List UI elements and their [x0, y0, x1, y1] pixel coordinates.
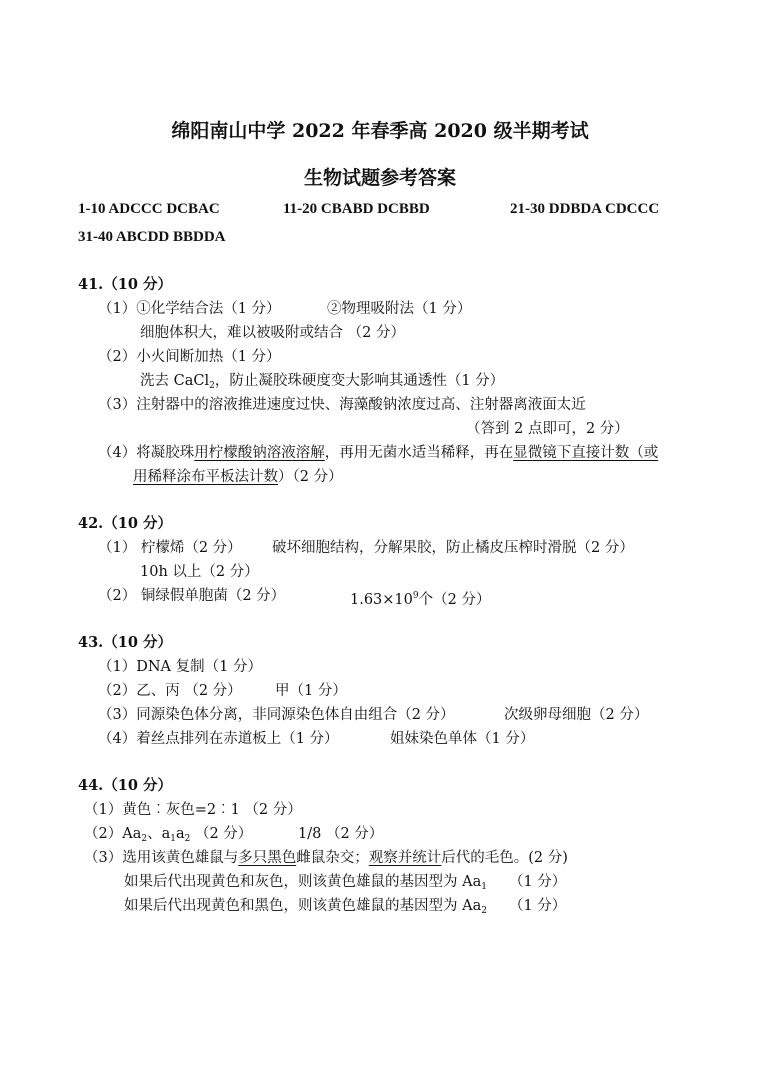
q43-line-4b: 姐妹染色单体（1 分）: [390, 731, 535, 747]
q41-line-1b: ②物理吸附法（1 分）: [327, 301, 472, 317]
q41-line-4: 洗去 CaCl$_2$，防止凝胶珠硬度变大影响其通透性（1 分）: [140, 373, 505, 391]
q41-line-2: 细胞体积大，难以被吸附或结合 （2 分）: [140, 325, 405, 341]
q41-line-5: （3）注射器中的溶液推进速度过快、海藻酸钠浓度过高、注射器离液面太近: [98, 397, 586, 413]
q44-line-2b: 1/8 （2 分）: [298, 826, 384, 842]
q41-heading: 41.（10 分）: [78, 276, 172, 293]
q44-line-2a: $(2)Aa_2$、$a_1a_2$ （2 分）: [84, 826, 253, 844]
q42-line-3a: （2） 铜绿假单胞菌（2 分）: [98, 588, 286, 604]
q44-line-4: 如果后代出现黄色和灰色，则该黄色雄鼠的基因型为 $Aa_1$ （1 分）: [124, 874, 567, 892]
page-subtitle: 生物试题参考答案: [303, 167, 456, 189]
q41-line-7: （4）将凝胶珠用柠檬酸钠溶液溶解，再用无菌水适当稀释，再在显微镜下直接计数（或: [98, 445, 659, 461]
q42-heading: 42.（10 分）: [78, 515, 172, 532]
q44-line-5: 如果后代出现黄色和黑色，则该黄色雄鼠的基因型为 $Aa_2$ （1 分）: [124, 898, 567, 916]
choice-answers-1-10: 1-10 ADCCC DCBAC: [78, 201, 220, 217]
q43-line-2a: （2）乙、丙 （2 分）: [98, 683, 242, 699]
q43-line-3a: （3）同源染色体分离，非同源染色体自由组合（2 分）: [98, 707, 455, 723]
q43-line-3b: 次级卵母细胞（2 分）: [504, 707, 649, 723]
q42-line-1b: 破坏细胞结构，分解果胶，防止橘皮压榨时滑脱（2 分）: [272, 540, 634, 556]
choice-answers-11-20: 11-20 CBABD DCBBD: [283, 201, 430, 217]
q44-line-1: （1）黄色︰灰色=2︰1 （2 分）: [84, 802, 302, 818]
q42-line-3b: $1.63\times 10^9$个（2 分）: [350, 591, 491, 608]
q44-heading: 44.（10 分）: [78, 777, 172, 794]
q41-line-3: （2）小火间断加热（1 分）: [98, 349, 281, 365]
q42-line-1a: （1） 柠檬烯（2 分）: [98, 540, 242, 556]
q41-line-8: 用稀释涂布平板法计数）（2 分）: [133, 469, 343, 485]
q44-line-3: （3）选用该黄色雄鼠与多只黑色雌鼠杂交；观察并统计后代的毛色。(2 分): [84, 850, 568, 866]
q43-heading: 43.（10 分）: [78, 634, 172, 651]
q43-line-4a: （4）着丝点排列在赤道板上（1 分）: [98, 731, 339, 747]
q43-line-2b: 甲（1 分）: [275, 683, 347, 699]
q43-line-1: （1）DNA 复制（1 分）: [98, 659, 262, 675]
choice-answers-31-40: 31-40 ABCDD BBDDA: [78, 229, 226, 245]
q42-line-2: 10h 以上（2 分）: [140, 564, 259, 580]
q41-line-6: （答到 2 点即可，2 分）: [466, 421, 629, 437]
page-title: 绵阳南山中学 2022 年春季高 2020 级半期考试: [171, 120, 589, 142]
q41-line-1a: （1）①化学结合法（1 分）: [98, 301, 281, 317]
choice-answers-21-30: 21-30 DDBDA CDCCC: [510, 201, 660, 217]
